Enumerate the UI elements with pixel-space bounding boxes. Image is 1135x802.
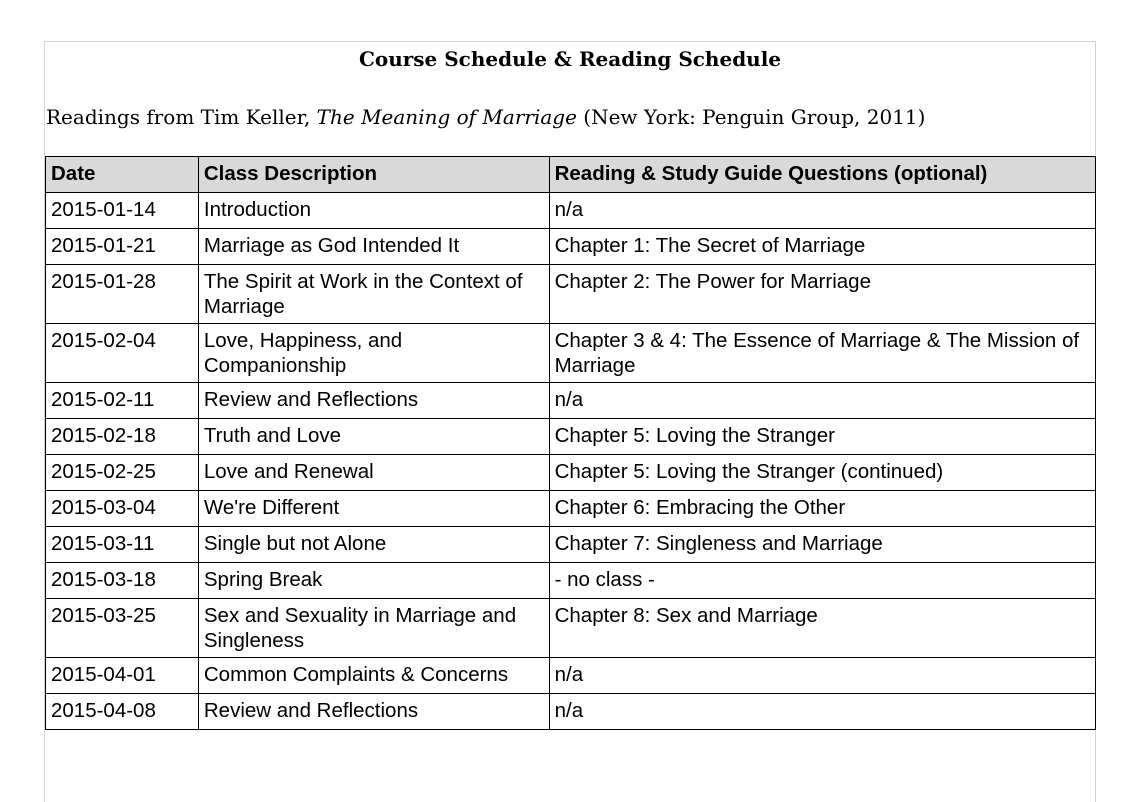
table-row bbox=[46, 491, 1096, 527]
header-class-description: Class Description bbox=[198, 157, 549, 193]
cell-date: 2015-04-01 bbox=[46, 658, 199, 694]
table-row bbox=[46, 193, 1096, 229]
schedule-table bbox=[45, 156, 1096, 730]
cell-date: 2015-02-04 bbox=[46, 324, 199, 383]
cell-description: The Spirit at Work in the Context of Marriage bbox=[198, 265, 549, 324]
cell-description: We're Different bbox=[198, 491, 549, 527]
cell-reading: n/a bbox=[549, 694, 1095, 730]
table-row bbox=[46, 599, 1096, 658]
document-subtitle bbox=[46, 103, 925, 131]
cell-reading: Chapter 5: Loving the Stranger (continued) bbox=[549, 455, 1095, 491]
table-row bbox=[46, 455, 1096, 491]
header-date: Date bbox=[46, 157, 199, 193]
cell-description: Review and Reflections bbox=[198, 694, 549, 730]
cell-description: Love and Renewal bbox=[198, 455, 549, 491]
cell-reading: n/a bbox=[549, 658, 1095, 694]
cell-date: 2015-02-25 bbox=[46, 455, 199, 491]
cell-description: Sex and Sexuality in Marriage and Singleness bbox=[198, 599, 549, 658]
cell-reading: Chapter 8: Sex and Marriage bbox=[549, 599, 1095, 658]
table-row bbox=[46, 527, 1096, 563]
cell-date: 2015-02-11 bbox=[46, 383, 199, 419]
table-row bbox=[46, 265, 1096, 324]
cell-date: 2015-03-04 bbox=[46, 491, 199, 527]
cell-date: 2015-01-21 bbox=[46, 229, 199, 265]
table-row bbox=[46, 419, 1096, 455]
cell-description: Truth and Love bbox=[198, 419, 549, 455]
cell-date: 2015-03-25 bbox=[46, 599, 199, 658]
subtitle-suffix: (New York: Penguin Group, 2011) bbox=[576, 105, 926, 129]
cell-date: 2015-04-08 bbox=[46, 694, 199, 730]
cell-date: 2015-03-11 bbox=[46, 527, 199, 563]
cell-description: Spring Break bbox=[198, 563, 549, 599]
table-row bbox=[46, 694, 1096, 730]
table-row bbox=[46, 324, 1096, 383]
cell-description: Review and Reflections bbox=[198, 383, 549, 419]
table-row bbox=[46, 658, 1096, 694]
cell-description: Love, Happiness, and Companionship bbox=[198, 324, 549, 383]
header-reading: Reading & Study Guide Questions (optional) bbox=[549, 157, 1095, 193]
cell-reading: n/a bbox=[549, 383, 1095, 419]
cell-description: Marriage as God Intended It bbox=[198, 229, 549, 265]
subtitle-book-title: The Meaning of Marriage bbox=[316, 105, 577, 129]
table-row bbox=[46, 229, 1096, 265]
cell-description: Introduction bbox=[198, 193, 549, 229]
cell-reading: Chapter 3 & 4: The Essence of Marriage & The Mission of Marriage bbox=[549, 324, 1095, 383]
cell-date: 2015-02-18 bbox=[46, 419, 199, 455]
table-header-row bbox=[46, 157, 1096, 193]
cell-reading: Chapter 5: Loving the Stranger bbox=[549, 419, 1095, 455]
cell-reading: Chapter 7: Singleness and Marriage bbox=[549, 527, 1095, 563]
table-row bbox=[46, 563, 1096, 599]
cell-date: 2015-01-14 bbox=[46, 193, 199, 229]
cell-date: 2015-01-28 bbox=[46, 265, 199, 324]
subtitle-prefix: Readings from Tim Keller, bbox=[46, 105, 317, 129]
cell-reading: Chapter 2: The Power for Marriage bbox=[549, 265, 1095, 324]
table-row bbox=[46, 383, 1096, 419]
cell-reading: Chapter 6: Embracing the Other bbox=[549, 491, 1095, 527]
cell-date: 2015-03-18 bbox=[46, 563, 199, 599]
cell-reading: - no class - bbox=[549, 563, 1095, 599]
document-title: Course Schedule & Reading Schedule bbox=[358, 47, 782, 71]
cell-description: Common Complaints & Concerns bbox=[198, 658, 549, 694]
cell-description: Single but not Alone bbox=[198, 527, 549, 563]
document-page bbox=[44, 41, 1096, 802]
cell-reading: Chapter 1: The Secret of Marriage bbox=[549, 229, 1095, 265]
cell-reading: n/a bbox=[549, 193, 1095, 229]
